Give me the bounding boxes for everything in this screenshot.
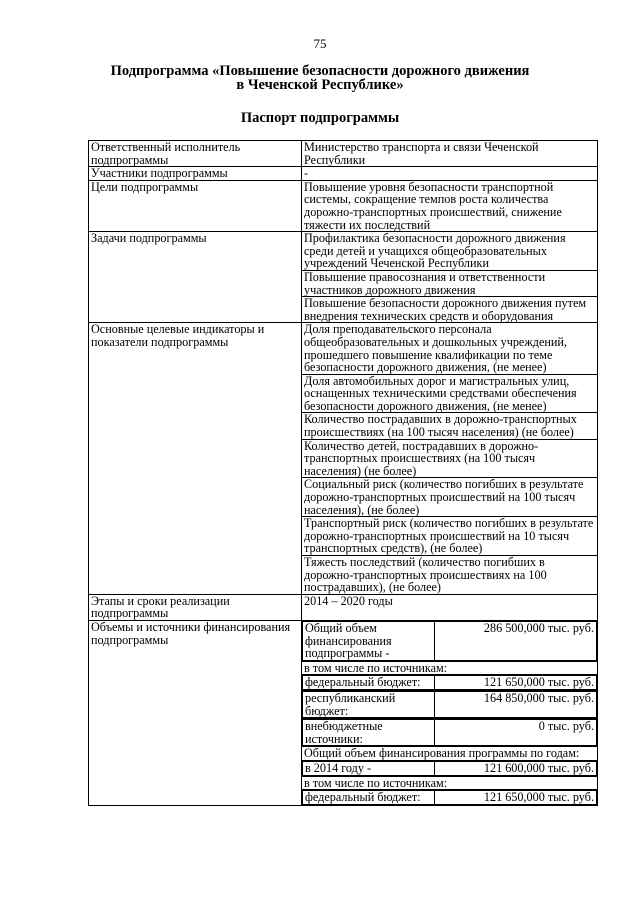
page-number: 75 — [313, 36, 327, 51]
funding-sources-label-2: в том числе по источникам: — [302, 776, 598, 790]
document-subtitle: Паспорт подпрограммы — [240, 110, 400, 126]
indicator-item: Количество пострадавших в дорожно-транспортных происшествиях (на 100 тысяч населения) (не более) — [302, 413, 598, 439]
indicator-item: Доля автомобильных дорог и магистральных улиц, оснащенных техническими средствами обеспечения безопасности дорожного движения, (не менее) — [302, 374, 598, 413]
row-value-goals: Повышение уровня безопасности транспортной системы, сокращение темпов роста количества дорожно-транспортных происшествий, снижение тяжести их последствий — [302, 180, 598, 231]
funding-2014-value: 121 600,000 тыс. руб. — [435, 761, 597, 775]
indicator-item: Доля преподавательского персонала общеобразовательных и дошкольных учреждений, прошедшего повышение квалификации по теме безопасности дорожного движения, (не менее) — [302, 323, 598, 374]
table-row — [89, 180, 598, 231]
funding-federal-label: федеральный бюджет: — [303, 676, 435, 690]
table-row — [89, 141, 598, 167]
task-item: Повышение безопасности дорожного движения путем внедрения технических средств и оборудования — [302, 297, 598, 323]
funding-sources-label: в том числе по источникам: — [302, 661, 598, 675]
row-label-tasks: Задачи подпрограммы — [89, 232, 302, 323]
funding-extra-label: внебюджетные источники: — [303, 720, 435, 746]
funding-extra-cell — [302, 719, 598, 747]
row-label-funding: Объемы и источники финансирования подпрограммы — [89, 620, 302, 805]
funding-extra-value: 0 тыс. руб. — [435, 720, 597, 746]
passport-table — [88, 140, 598, 806]
task-item: Повышение правосознания и ответственности участников дорожного движения — [302, 270, 598, 296]
funding-total-label: Общий объем финансирования подпрограммы - — [303, 621, 435, 660]
funding-federal-value-2: 121 650,000 тыс. руб. — [435, 791, 597, 805]
row-label-goals: Цели подпрограммы — [89, 180, 302, 231]
row-value-participants: - — [302, 167, 598, 181]
funding-2014-cell — [302, 760, 598, 776]
table-row — [89, 620, 598, 661]
funding-total-cell — [302, 620, 598, 661]
indicator-item: Количество детей, пострадавших в дорожно-транспортных происшествиях (на 100 тысяч населения) (не более) — [302, 439, 598, 478]
funding-by-years-label: Общий объем финансирования программы по годам: — [302, 747, 598, 761]
table-row — [89, 594, 598, 620]
funding-republic-value: 164 850,000 тыс. руб. — [435, 691, 597, 717]
funding-federal-cell — [302, 675, 598, 691]
funding-2014-label: в 2014 году - — [303, 761, 435, 775]
funding-republic-cell — [302, 690, 598, 718]
row-value-stages: 2014 – 2020 годы — [302, 594, 598, 620]
row-label-stages: Этапы и сроки реализации подпрограммы — [89, 594, 302, 620]
row-label-executor: Ответственный исполнитель подпрограммы — [89, 141, 302, 167]
indicator-item: Транспортный риск (количество погибших в результате дорожно-транспортных происшествий на 10 тысяч транспортных средств), (не более) — [302, 517, 598, 556]
row-label-indicators: Основные целевые индикаторы и показатели подпрограммы — [89, 323, 302, 594]
document-title: Подпрограмма «Повышение безопасности дорожного движения в Чеченской Республике» — [110, 63, 530, 93]
funding-federal-cell-2 — [302, 790, 598, 806]
table-row — [89, 167, 598, 181]
indicator-item: Социальный риск (количество погибших в результате дорожно-транспортных происшествий на 100 тысяч населения), (не более) — [302, 478, 598, 517]
funding-federal-label-2: федеральный бюджет: — [303, 791, 435, 805]
table-row — [89, 232, 598, 271]
row-label-participants: Участники подпрограммы — [89, 167, 302, 181]
task-item: Профилактика безопасности дорожного движения среди детей и учащихся общеобразовательных учреждений Чеченской Республики — [302, 232, 598, 271]
funding-federal-value: 121 650,000 тыс. руб. — [435, 676, 597, 690]
funding-republic-label: республиканский бюджет: — [303, 691, 435, 717]
funding-total-value: 286 500,000 тыс. руб. — [435, 621, 597, 660]
indicator-item: Тяжесть последствий (количество погибших в дорожно-транспортных происшествиях на 100 пострадавших), (не более) — [302, 556, 598, 595]
row-value-executor: Министерство транспорта и связи Чеченской Республики — [302, 141, 598, 167]
table-row — [89, 323, 598, 374]
